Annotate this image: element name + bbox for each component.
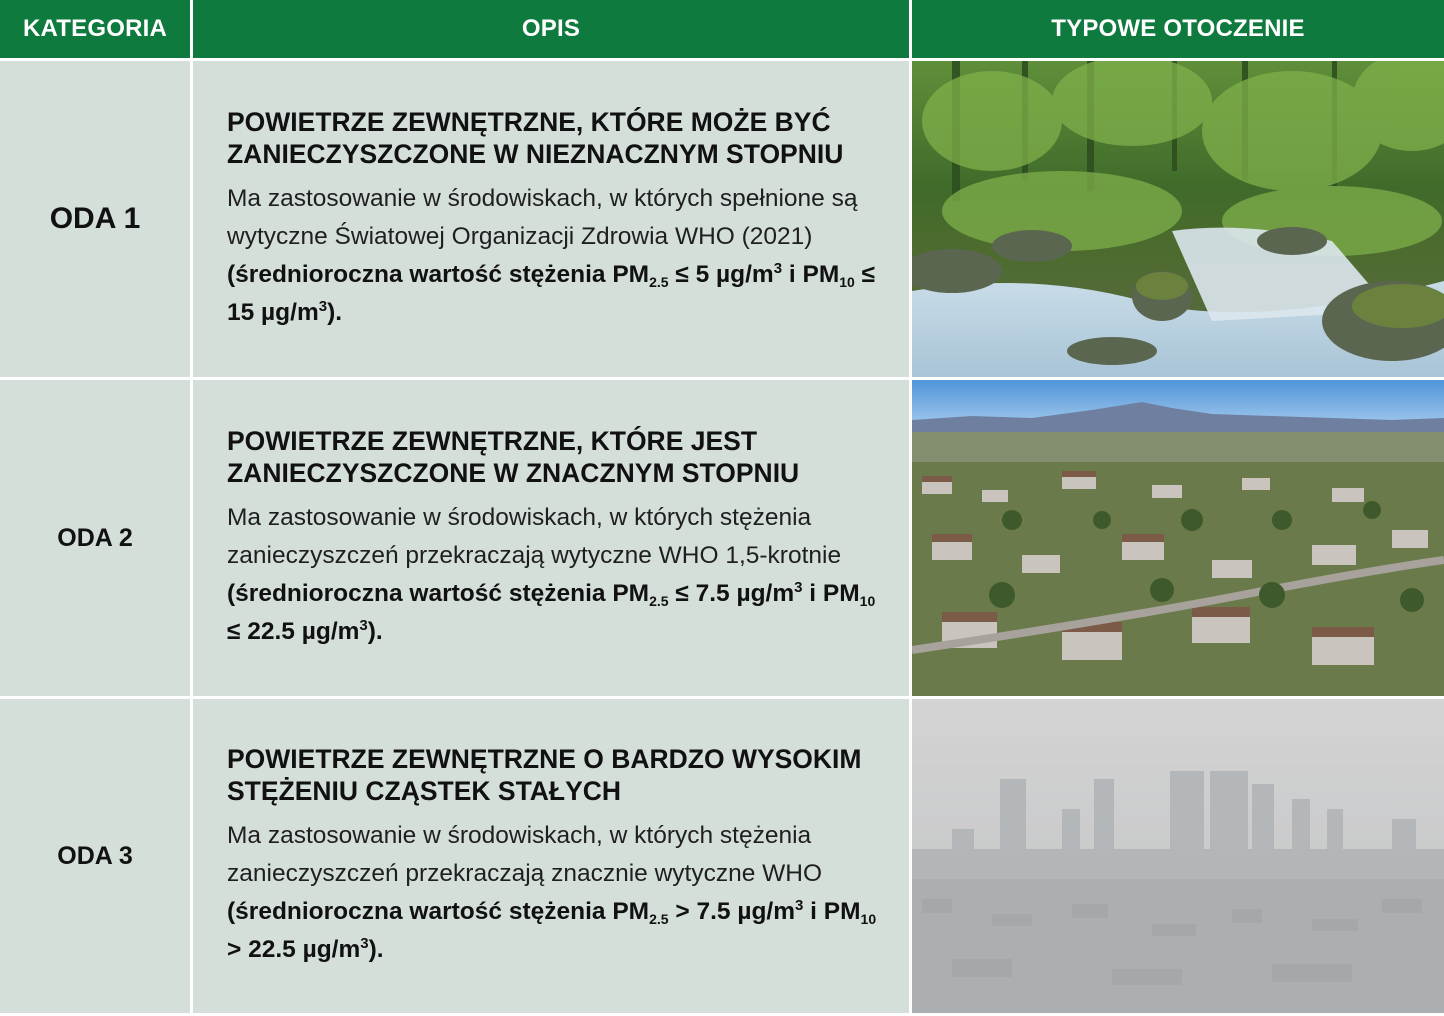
header-kategoria: KATEGORIA [0, 0, 190, 58]
description-oda2 [193, 380, 909, 696]
category-oda3: ODA 3 [0, 699, 190, 1013]
image-smoggy-city [912, 699, 1444, 1013]
description-title: POWIETRZE ZEWNĘTRZNE, KTÓRE JEST ZANIECZYSZCZONE W ZNACZNYM STOPNIU [227, 426, 800, 488]
description-text: Ma zastosowanie w środowiskach, w których stężenia zanieczyszczeń przekraczają znacznie wytyczne WHO (średnioroczna wartość stężenia $PM_{2.5} > 7.5$ $\mu g/m^3$ i $PM_{10} > 22.5$ $\mu g/m^3$). [227, 822, 877, 963]
image-forest-stream [912, 61, 1444, 377]
category-oda1: ODA 1 [0, 61, 190, 377]
description-text: Ma zastosowanie w środowiskach, w których stężenia zanieczyszczeń przekraczają wytyczne WHO 1,5-krotnie (średnioroczna wartość stężenia $PM_{2.5} \le 7.5$ $\mu g/m^3$ i $PM_{10} \le 22.5$ $\mu g/m^3$). [227, 504, 876, 645]
description-oda1 [193, 61, 909, 377]
header-opis: OPIS [193, 0, 909, 58]
description-oda3 [193, 699, 909, 1013]
pm-values: (średnioroczna wartość stężenia $PM_{2.5} \le 7.5$ $\mu g/m^3$ i $PM_{10} \le 22.5$ $\mu g/m^3$). [227, 579, 876, 645]
pm-values: (średnioroczna wartość stężenia $PM_{2.5} > 7.5$ $\mu g/m^3$ i $PM_{10} > 22.5$ $\mu g/m^3$). [227, 897, 877, 963]
description-title: POWIETRZE ZEWNĘTRZNE, KTÓRE MOŻE BYĆ ZANIECZYSZCZONE W NIEZNACZNYM STOPNIU [227, 107, 844, 169]
pm-values: (średnioroczna wartość stężenia $PM_{2.5} \le 5$ $\mu g/m^3$ i $PM_{10} \le 15$ $\mu g/m^3$). [227, 260, 876, 326]
image-suburban-aerial [912, 380, 1444, 696]
header-typowe-otoczenie: TYPOWE OTOCZENIE [912, 0, 1444, 58]
category-oda2: ODA 2 [0, 380, 190, 696]
description-text: Ma zastosowanie w środowiskach, w których spełnione są wytyczne Światowej Organizacji Zdrowia WHO (2021) (średnioroczna wartość stężenia $PM_{2.5} \le 5$ $\mu g/m^3$ i $PM_{10} \le 15$ $\mu g/m^3$). [227, 185, 876, 326]
description-title: POWIETRZE ZEWNĘTRZNE O BARDZO WYSOKIM STĘŻENIU CZĄSTEK STAŁYCH [227, 744, 862, 806]
